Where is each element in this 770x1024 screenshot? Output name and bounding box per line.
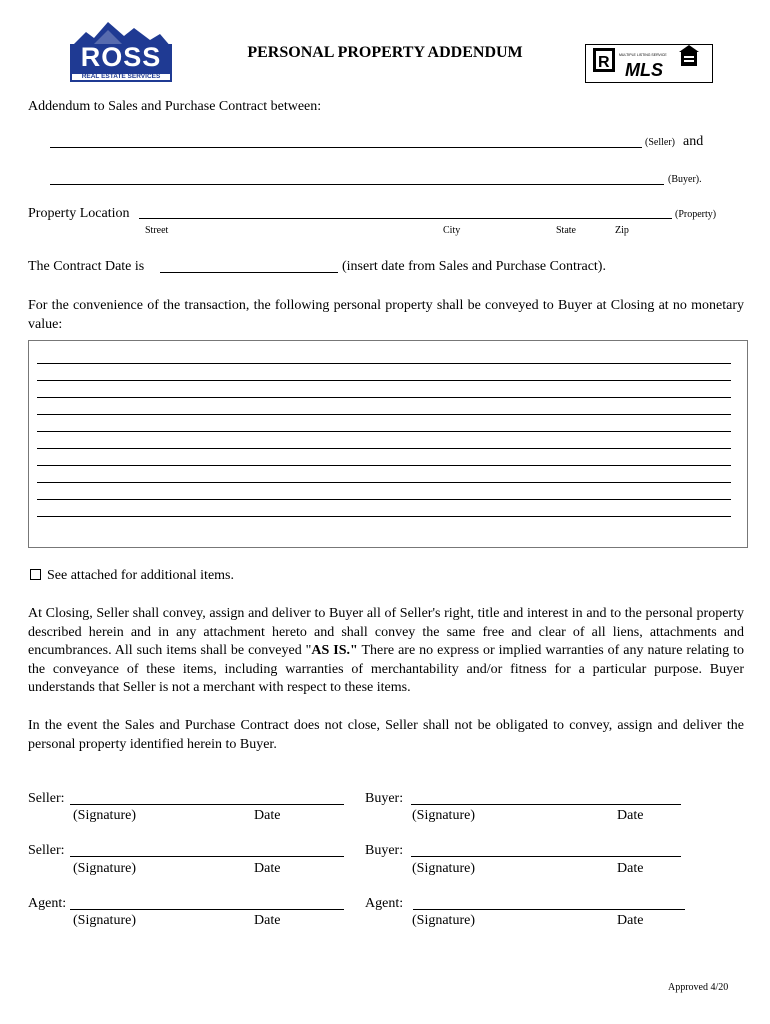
buyer-2-label: Buyer: [365, 843, 404, 858]
agent-1-signature-field[interactable] [70, 909, 344, 910]
personal-property-list-box[interactable] [28, 340, 748, 548]
approved-footer: Approved 4/20 [668, 982, 729, 993]
seller-2-label: Seller: [28, 843, 65, 858]
convey-text: For the convenience of the transaction, the following personal property shall be conveyed to Buyer at Closing at no monetary value: [28, 298, 744, 332]
as-is-text: AS IS." [311, 643, 358, 658]
city-caption: City [443, 225, 461, 236]
property-suffix: (Property) [675, 209, 717, 220]
seller-2-date-caption: Date [254, 861, 281, 876]
state-caption: State [556, 225, 576, 236]
item-line[interactable] [37, 380, 731, 381]
mls-text: MLS [625, 60, 663, 80]
closing-paragraph [28, 605, 744, 698]
intro-text: Addendum to Sales and Purchase Contract between: [28, 99, 322, 114]
buyer-1-signature-field[interactable] [411, 804, 681, 805]
zip-caption: Zip [615, 225, 629, 236]
agent-2-signature-field[interactable] [413, 909, 685, 910]
and-text: and [683, 134, 704, 149]
seller-1-signature-caption: (Signature) [73, 808, 136, 823]
item-line[interactable] [37, 414, 731, 415]
additional-items-label: See attached for additional items. [47, 568, 234, 583]
contract-date-field[interactable] [160, 272, 338, 273]
seller-1-signature-field[interactable] [70, 804, 344, 805]
buyer-1-date-caption: Date [617, 808, 644, 823]
mls-realtor-logo [585, 42, 713, 84]
item-line[interactable] [37, 516, 731, 517]
logo-subtext: REAL ESTATE SERVICES [81, 73, 161, 80]
svg-text:R: R [598, 54, 610, 71]
item-line[interactable] [37, 431, 731, 432]
item-line[interactable] [37, 482, 731, 483]
closing-paragraph-part1: At Closing, Seller shall convey, assign and deliver to Buyer all of Seller's right, title and interest in and to the personal property described herein and in any attachment hereto and shall convey the same free and clear of all liens, attachments and encumbrances. All such items shall be conveyed " [28, 606, 744, 658]
seller-2-signature-caption: (Signature) [73, 861, 136, 876]
seller-2-signature-field[interactable] [70, 856, 344, 857]
agent-2-signature-caption: (Signature) [412, 913, 475, 928]
seller-1-label: Seller: [28, 791, 65, 806]
buyer-1-signature-caption: (Signature) [412, 808, 475, 823]
property-location-field[interactable] [139, 218, 672, 219]
street-caption: Street [145, 225, 169, 236]
buyer-2-signature-caption: (Signature) [412, 861, 475, 876]
seller-suffix: (Seller) [645, 137, 675, 148]
agent-1-signature-caption: (Signature) [73, 913, 136, 928]
agent-2-date-caption: Date [617, 913, 644, 928]
buyer-2-signature-field[interactable] [411, 856, 681, 857]
closing-paragraph-part2: There are no express or implied warranties of any nature relating to the conveyance of these items, including warranties of merchantability and/or fitness for a particular purpose. Buyer understands that Seller is not a merchant with respect to these items. [28, 643, 744, 695]
logo-text: ROSS [80, 42, 162, 72]
agent-2-label: Agent: [365, 896, 404, 911]
buyer-1-label: Buyer: [365, 791, 404, 806]
seller-name-field[interactable] [50, 147, 642, 148]
buyer-name-field[interactable] [50, 184, 664, 185]
agent-1-label: Agent: [28, 896, 67, 911]
additional-items-checkbox[interactable] [30, 569, 41, 580]
contract-date-suffix: (insert date from Sales and Purchase Contract). [342, 259, 606, 274]
mls-small-text: MULTIPLE LISTING SERVICE [619, 53, 667, 57]
item-line[interactable] [37, 397, 731, 398]
buyer-suffix: (Buyer). [668, 174, 702, 185]
property-location-label: Property Location [28, 206, 130, 221]
page-title: PERSONAL PROPERTY ADDENDUM [247, 44, 523, 61]
buyer-2-date-caption: Date [617, 861, 644, 876]
contract-date-prefix: The Contract Date is [28, 259, 145, 274]
item-line[interactable] [37, 499, 731, 500]
agent-1-date-caption: Date [254, 913, 281, 928]
not-close-paragraph: In the event the Sales and Purchase Contract does not close, Seller shall not be obligated to convey, assign and deliver the personal property identified herein to Buyer. [28, 718, 744, 752]
seller-1-date-caption: Date [254, 808, 281, 823]
item-line[interactable] [37, 363, 731, 364]
item-line[interactable] [37, 448, 731, 449]
item-line[interactable] [37, 465, 731, 466]
